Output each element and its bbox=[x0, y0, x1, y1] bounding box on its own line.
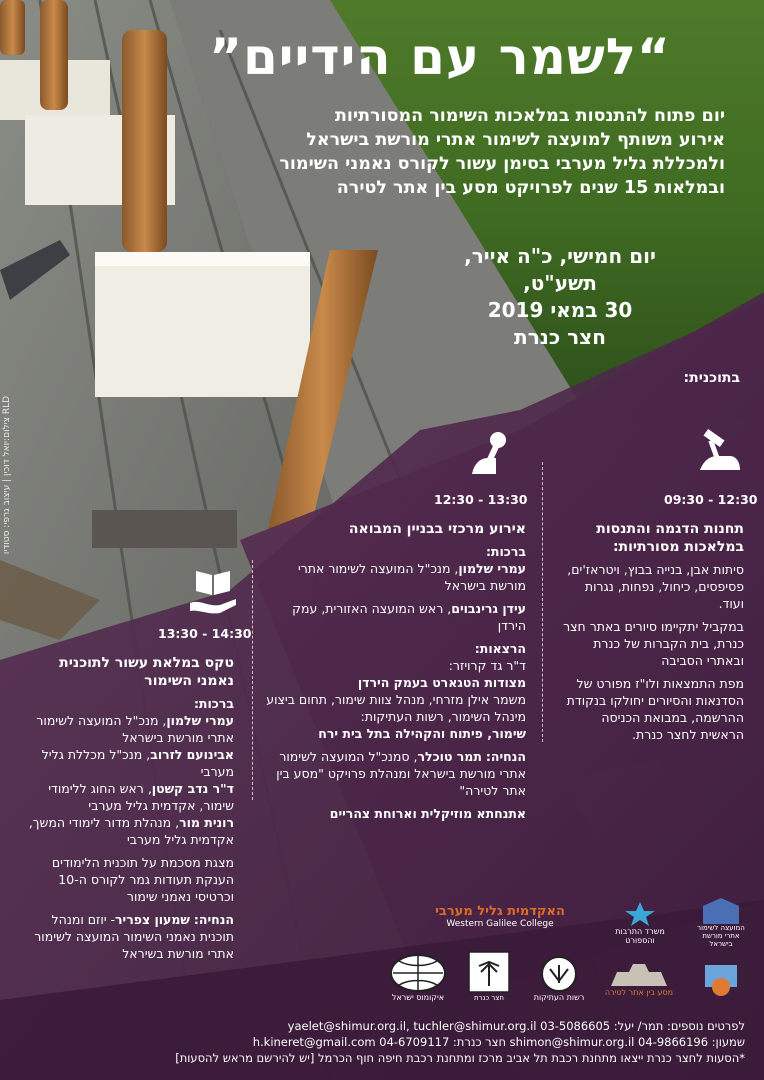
menorah-seal-icon bbox=[540, 955, 578, 993]
logo-caption: רשות העתיקות bbox=[533, 992, 585, 1002]
program-label: בתוכנית: bbox=[683, 370, 740, 386]
speaker-role: , מנהל צוות שימור, תחום ביצוע מינהל השימור, רשות העתיקות: bbox=[266, 692, 526, 724]
speaker-entry bbox=[18, 712, 234, 746]
host-role: , סמנכ"ל המועצה לשימור אתרי מורשת בישראל ומנהלת פרויקט "מסע בין אתר לטירה" bbox=[276, 749, 526, 798]
logo-ministry-culture bbox=[600, 895, 680, 951]
building-icon bbox=[701, 898, 741, 924]
logo-caption: המועצה לשימור אתרי מורשת בישראל bbox=[697, 924, 745, 948]
logo-caption: מסע בין אתר לטירה bbox=[604, 987, 674, 997]
intro-line: ובמלאות 15 שנים לפרויקט מסע בין אתר לטירה bbox=[336, 178, 725, 198]
speaker-role: , מנכ"ל מכללת גליל מערבי bbox=[41, 747, 234, 779]
speaker-name: ד"ר נדב קשטן bbox=[151, 781, 234, 796]
lecture-title: מצודות הטגארט בעמק הירדן bbox=[357, 675, 526, 690]
logo-caption-en: Western Galilee College bbox=[446, 918, 554, 929]
column-divider bbox=[252, 560, 253, 800]
contact-line: לפרטים נוספים: תמר/ יעל: 03-5086605 yaelet@shimur.org.il, tuchler@shimur.org.il bbox=[287, 1019, 745, 1033]
speaker-entry bbox=[18, 814, 234, 848]
event-date-gregorian: 30 במאי 2019 bbox=[487, 298, 633, 322]
castle-icon bbox=[701, 957, 741, 997]
col2-title: אירוע מרכזי בבניין המבואה bbox=[348, 521, 526, 537]
speaker-role: , מנכ"ל המועצה לשימור אתרי מורשת בישראל bbox=[36, 713, 234, 745]
event-place: חצר כנרת bbox=[514, 325, 606, 349]
column-divider bbox=[542, 462, 543, 742]
program-column-3 bbox=[18, 654, 234, 968]
agenda-item: הענקת תעודות גמר לקורס ה-10 וכרטיסי נאמני שימור bbox=[58, 872, 234, 904]
speaker-entry bbox=[18, 780, 234, 814]
speaker-name: עמרי שלמון bbox=[166, 713, 234, 728]
logo-antiquities-authority bbox=[528, 950, 590, 1006]
speaker-role: , ראש המועצה האזורית, עמק הירדן bbox=[292, 601, 526, 633]
photo-credit: צילום:יואל דוכין | עיצוב גרפי: סטודיו RLD bbox=[2, 395, 13, 555]
col3-title: טקס במלאת עשור לתוכנית נאמני השימור bbox=[59, 655, 234, 689]
col1-paragraph: מפת התמצאות ולו"ז מפורט של הסדנאות והסיורים יחולקו בנקודת ההרשמה, במבואת הכניסה הראשית לחצר כנרת. bbox=[566, 676, 744, 742]
logo-caption: משרד התרבות והספורט bbox=[615, 927, 665, 945]
logo-icomos-israel bbox=[380, 950, 456, 1004]
host-label: הנחיה: bbox=[485, 749, 526, 764]
logo-caption: האקדמית גליל מערבי bbox=[435, 903, 565, 919]
logo-kinneret-courtyard bbox=[462, 950, 516, 1002]
speaker-name: עמרי שלמון bbox=[458, 561, 526, 576]
intro-line: אירוע משותף למועצה לשימור אתרי מורשת בישראל bbox=[306, 130, 725, 150]
poster-title: ”לשמר עם הידיים“ bbox=[209, 28, 671, 86]
lecturer: ד"ר גד קרויזר: bbox=[448, 658, 526, 673]
program-column-2 bbox=[262, 520, 526, 828]
speaker-entry bbox=[262, 600, 526, 634]
break-note: אתנחתא מוזיקלית וארוחת צהריים bbox=[329, 806, 526, 821]
globe-icon bbox=[389, 953, 447, 993]
host-entry bbox=[18, 911, 234, 962]
lecturer bbox=[262, 691, 526, 725]
logo-caption: חצר כנרת bbox=[474, 994, 504, 1002]
speaker-entry bbox=[262, 560, 526, 594]
greetings-label: ברכות: bbox=[193, 696, 234, 711]
intro-text bbox=[270, 104, 725, 200]
col1-time: 09:30 - 12:30 bbox=[664, 492, 758, 507]
speaker-role: , ראש החוג ללימודי שימור, אקדמית גליל מערבי bbox=[48, 781, 234, 813]
host-name: שמעון צפריר bbox=[115, 912, 190, 927]
logo-tower-blue bbox=[690, 953, 752, 1001]
footer-contact bbox=[20, 1018, 745, 1066]
hammer-hand-icon bbox=[694, 426, 746, 478]
logo-caption: איקומוס ישראל bbox=[391, 992, 445, 1002]
speaker-name: עידן גרינבוים bbox=[451, 601, 526, 616]
intro-line: ולמכללת גליל מערבי בסימן עשור לקורס נאמני השימור bbox=[279, 154, 725, 174]
speaker-role: , מנהלת מדור לימודי המשך, אקדמית גליל מערבי bbox=[28, 815, 234, 847]
host-entry bbox=[262, 748, 526, 799]
host-name: תמר טוכלר bbox=[417, 749, 482, 764]
logo-heritage-council bbox=[690, 895, 752, 951]
lectures-label: הרצאות: bbox=[474, 641, 526, 656]
speaker-name: רונית מור bbox=[179, 815, 234, 830]
speaker-microphone-icon bbox=[468, 430, 514, 476]
palm-tree-icon bbox=[467, 950, 511, 994]
intro-line: יום פתוח להתנסות במלאכות השימור המסורתיות bbox=[334, 106, 725, 126]
logo-western-galilee-college bbox=[410, 893, 590, 939]
logo-masa-ben-atar bbox=[598, 953, 680, 1003]
host-label: הנחיה: bbox=[193, 912, 234, 927]
shuttle-note: *הסעות לחצר כנרת ייצאו מתחנת רכבת תל אביב מרכז ומתחנת רכבת חיפה חוף הכרמל [יש להירשם מראש להסעות] bbox=[175, 1051, 745, 1065]
col3-time: 13:30 - 14:30 bbox=[158, 626, 252, 641]
col1-paragraph: סיתות אבן, בנייה בבוץ, ויטראז'ים, פסיפסים, כיחול, נפחות, נגרות ועוד. bbox=[567, 562, 744, 611]
program-column-1 bbox=[558, 520, 744, 749]
speaker-entry bbox=[18, 746, 234, 780]
fortress-icon bbox=[609, 960, 669, 988]
speaker-name: משמר אילן מזרחי bbox=[432, 692, 526, 707]
col1-paragraph: במקביל יתקיימו סיורים באתר חצר כנרת, בית הקברות של כנרת ובאתרי הסביבה bbox=[563, 619, 744, 668]
agenda-item: מצגת מסכמת על תוכנית הלימודים bbox=[51, 855, 234, 870]
event-date-hebrew: יום חמישי, כ"ה אייר, תשע"ט, bbox=[464, 244, 656, 295]
col2-time: 12:30 - 13:30 bbox=[434, 492, 528, 507]
speaker-role: , מנכ"ל המועצה לשימור אתרי מורשת בישראל bbox=[297, 561, 526, 593]
book-hand-icon bbox=[186, 563, 240, 617]
lecture-title: שימור, פיתוח והקהילה בתל בית ירח bbox=[318, 726, 526, 741]
event-date-place bbox=[460, 243, 660, 351]
greetings-label: ברכות: bbox=[485, 544, 526, 559]
col1-title: תחנות הדגמה והתנסות במלאכות מסורתיות: bbox=[596, 521, 744, 555]
speaker-name: אבינועם לזרוב bbox=[150, 747, 234, 762]
star-icon bbox=[624, 901, 656, 927]
host-role: - יוזם ומנהל תוכנית נאמני השימור המועצה לשימור אתרי מורשת בשיראל bbox=[34, 912, 234, 961]
contact-line: שמעון: 04-9866196 shimon@shimur.org.il חצר כנרת: 04-6709117 h.kineret@gmail.com bbox=[252, 1035, 745, 1049]
